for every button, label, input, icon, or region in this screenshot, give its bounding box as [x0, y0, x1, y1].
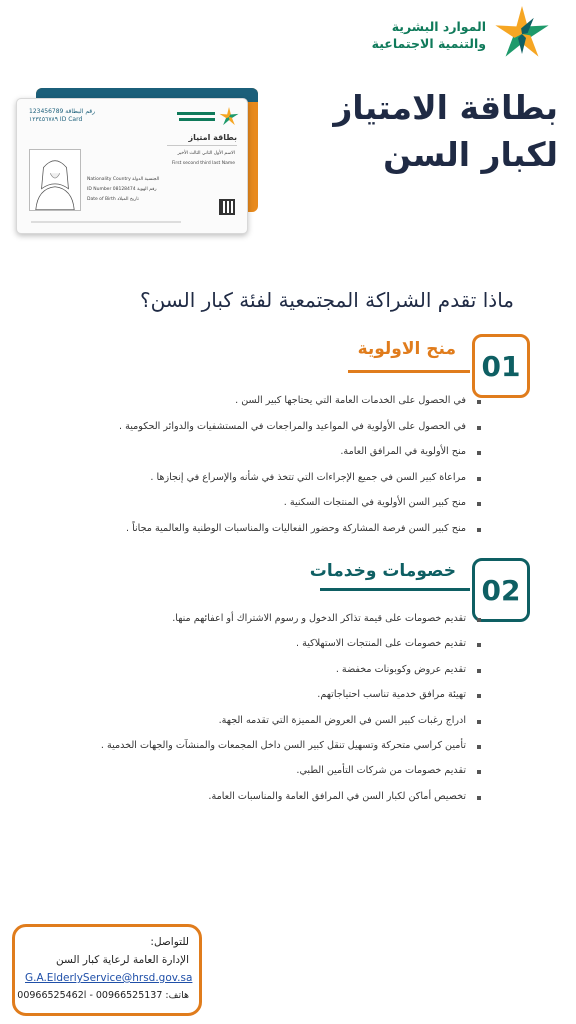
logo-line-1: الموارد البشرية — [391, 19, 486, 34]
list-item: منح كبير السن فرصة المشاركة وحضور الفعاليات والمناسبات الوطنية والعالمية مجاناً . — [106, 523, 466, 549]
elderly-man-icon — [30, 150, 80, 210]
list-item: في الحصول على الخدمات العامة التي يحتاجها كبير السن . — [106, 395, 466, 421]
card-front — [16, 98, 248, 234]
card-name-ar: الاسم الأول الثاني الثالث الأخير — [177, 151, 235, 156]
contact-department: الإدارة العامة لرعاية كبار السن — [56, 954, 189, 966]
list-item: ادراج رغبات كبير السن في العروض المميزة التي تقدمه الجهة. — [106, 715, 466, 740]
title-line-1: بطاقة الامتياز — [333, 88, 558, 127]
contact-heading: للتواصل: — [150, 936, 189, 948]
list-item: تقديم عروض وكوبونات مخفضة . — [106, 664, 466, 689]
list-item: تخصيص أماكن لكبار السن في المرافق العامة والمناسبات العامة. — [106, 791, 466, 816]
list-item: تهيئة مرافق خدمية تناسب احتياجاتهم. — [106, 689, 466, 714]
card-logo-icon — [169, 105, 239, 131]
contact-box — [12, 924, 202, 1016]
ministry-logo — [372, 4, 552, 68]
list-item: في الحصول على الأولوية في المواعيد والمراجعات في المستشفيات والدوائر الحكومية . — [106, 421, 466, 447]
contact-phone: هاتف: 00966525137 - 00966525462l — [17, 990, 189, 1001]
section-question: ماذا تقدم الشراكة المجتمعية لفئة كبار السن؟ — [139, 288, 514, 312]
card-number-en: ١٢٣٤٥٦٧٨٩ ID Card — [29, 116, 83, 123]
logo-line-2: والتنمية الاجتماعية — [371, 36, 486, 51]
card-number-ar: 123456789 رقم البطاقة — [29, 108, 96, 115]
contact-email-link[interactable]: G.A.ElderlyService@hrsd.gov.sa — [25, 972, 193, 984]
section1-number: 01 — [481, 349, 521, 383]
title-line-2: لكبار السن — [383, 135, 558, 174]
list-item: تقديم خصومات على المنتجات الاستهلاكية . — [106, 638, 466, 663]
portrait-image — [29, 149, 81, 211]
list-item: تقديم خصومات على قيمة تذاكر الدخول و رسوم الاشتراك أو اعفائهم منها. — [106, 613, 466, 638]
list-item: مراعاة كبير السن في جميع الإجراءات التي تتخذ في شأنه والإسراع في إنجازها . — [106, 472, 466, 498]
list-item: تقديم خصومات من شركات التأمين الطبي. — [106, 765, 466, 790]
section2-heading: خصومات وخدمات — [309, 561, 456, 581]
card-divider — [167, 145, 237, 146]
card-footer-line — [31, 221, 181, 223]
section2-number-badge — [472, 558, 530, 622]
section1-heading: منح الاولوية — [357, 339, 456, 359]
list-item: منح كبير السن الأولوية في المنتجات السكنية . — [106, 497, 466, 523]
card-nationality: Nationality Country الجنسية الدولة — [87, 177, 160, 182]
card-number — [29, 108, 99, 124]
section2-underline — [320, 588, 470, 591]
section2-list — [100, 613, 466, 816]
privilege-card-image — [14, 86, 258, 236]
qr-code-icon — [219, 199, 235, 215]
section1-list — [106, 395, 466, 549]
section1-number-badge — [472, 334, 530, 398]
card-heading: بطاقة امتياز — [188, 133, 237, 142]
card-name-en: First second third last Name — [171, 161, 235, 166]
page-title — [258, 84, 558, 178]
section2-number: 02 — [481, 573, 521, 607]
section1-underline — [348, 370, 470, 373]
ministry-star-icon — [492, 4, 552, 64]
card-dob: Date of Birth تاريخ الميلاد — [87, 197, 139, 202]
list-item: منح الأولوية في المرافق العامة. — [106, 446, 466, 472]
card-id-number: ID Number 08128474 رقم الهوية — [87, 187, 157, 192]
ministry-name — [371, 18, 486, 52]
list-item: تأمين كراسي متحركة وتسهيل تنقل كبير السن داخل المجمعات والمنشآت والجهات الخدمية . — [106, 740, 466, 765]
